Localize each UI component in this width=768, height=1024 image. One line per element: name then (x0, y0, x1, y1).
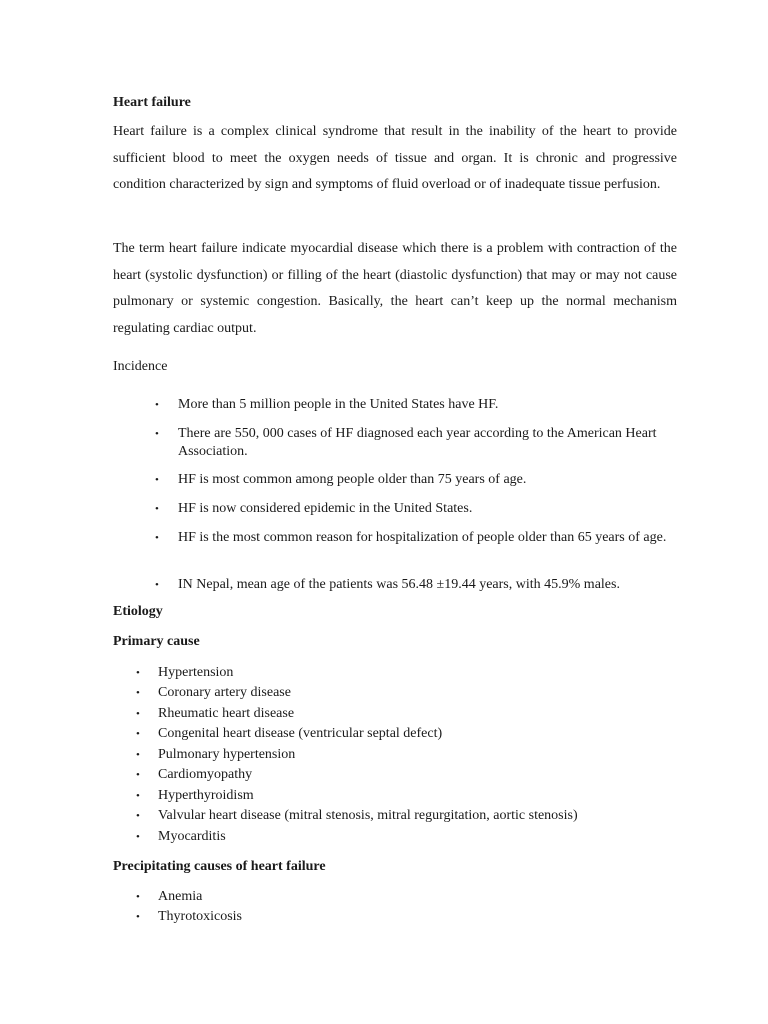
precipitating-causes-heading: Precipitating causes of heart failure (113, 859, 326, 874)
primary-cause-item-text: Valvular heart disease (mitral stenosis, mitral regurgitation, aortic stenosis) (158, 808, 578, 823)
bullet-icon: • (155, 399, 159, 411)
primary-cause-item-text: Pulmonary hypertension (158, 747, 296, 762)
bullet-icon: • (136, 667, 140, 679)
primary-cause-item-text: Hypertension (158, 665, 234, 680)
incidence-item-text: More than 5 million people in the United States have HF. (178, 397, 499, 412)
etiology-heading: Etiology (113, 604, 163, 619)
bullet-icon: • (136, 911, 140, 923)
incidence-item-text: IN Nepal, mean age of the patients was 56.48 ±19.44 years, with 45.9% males. (178, 577, 620, 592)
heart-failure-paragraph-1: Heart failure is a complex clinical syndrome that result in the inability of the heart to provide sufficient blood to meet the oxygen needs of tissue and organ. It is chronic and progressive condition characterized by sign and symptoms of fluid overload or of inadequate tissue perfusion. (113, 124, 677, 192)
bullet-icon: • (136, 790, 140, 802)
incidence-item-text: HF is most common among people older than 75 years of age. (178, 472, 527, 487)
bullet-icon: • (155, 532, 159, 544)
primary-cause-item-text: Hyperthyroidism (158, 788, 254, 803)
primary-cause-heading: Primary cause (113, 634, 200, 649)
primary-cause-item-text: Coronary artery disease (158, 685, 291, 700)
bullet-icon: • (136, 769, 140, 781)
bullet-icon: • (155, 474, 159, 486)
primary-cause-item-text: Myocarditis (158, 829, 226, 844)
bullet-icon: • (136, 810, 140, 822)
incidence-heading: Incidence (113, 359, 168, 374)
primary-cause-item-text: Cardiomyopathy (158, 767, 253, 782)
incidence-item-text: There are 550, 000 cases of HF diagnosed each year according to the American Heart Association. (178, 426, 657, 459)
bullet-icon: • (136, 831, 140, 843)
precipitating-cause-item-text: Anemia (158, 889, 203, 904)
primary-cause-item-text: Rheumatic heart disease (158, 706, 295, 721)
bullet-icon: • (136, 891, 140, 903)
bullet-icon: • (155, 579, 159, 591)
bullet-icon: • (155, 503, 159, 515)
primary-cause-item-text: Congenital heart disease (ventricular septal defect) (158, 726, 443, 741)
bullet-icon: • (155, 428, 159, 440)
heart-failure-paragraph-2: The term heart failure indicate myocardial disease which there is a problem with contraction of the heart (systolic dysfunction) or filling of the heart (diastolic dysfunction) that may or may not cause pulmonary or systemic congestion. Basically, the heart can’t keep up the normal mechanism regulating cardiac output. (113, 241, 677, 336)
bullet-icon: • (136, 749, 140, 761)
bullet-icon: • (136, 728, 140, 740)
bullet-icon: • (136, 687, 140, 699)
bullet-icon: • (136, 708, 140, 720)
heart-failure-heading: Heart failure (113, 95, 191, 110)
incidence-item-text: HF is the most common reason for hospitalization of people older than 65 years of age. (178, 530, 667, 545)
precipitating-cause-item-text: Thyrotoxicosis (158, 909, 242, 924)
incidence-item-text: HF is now considered epidemic in the United States. (178, 501, 473, 516)
